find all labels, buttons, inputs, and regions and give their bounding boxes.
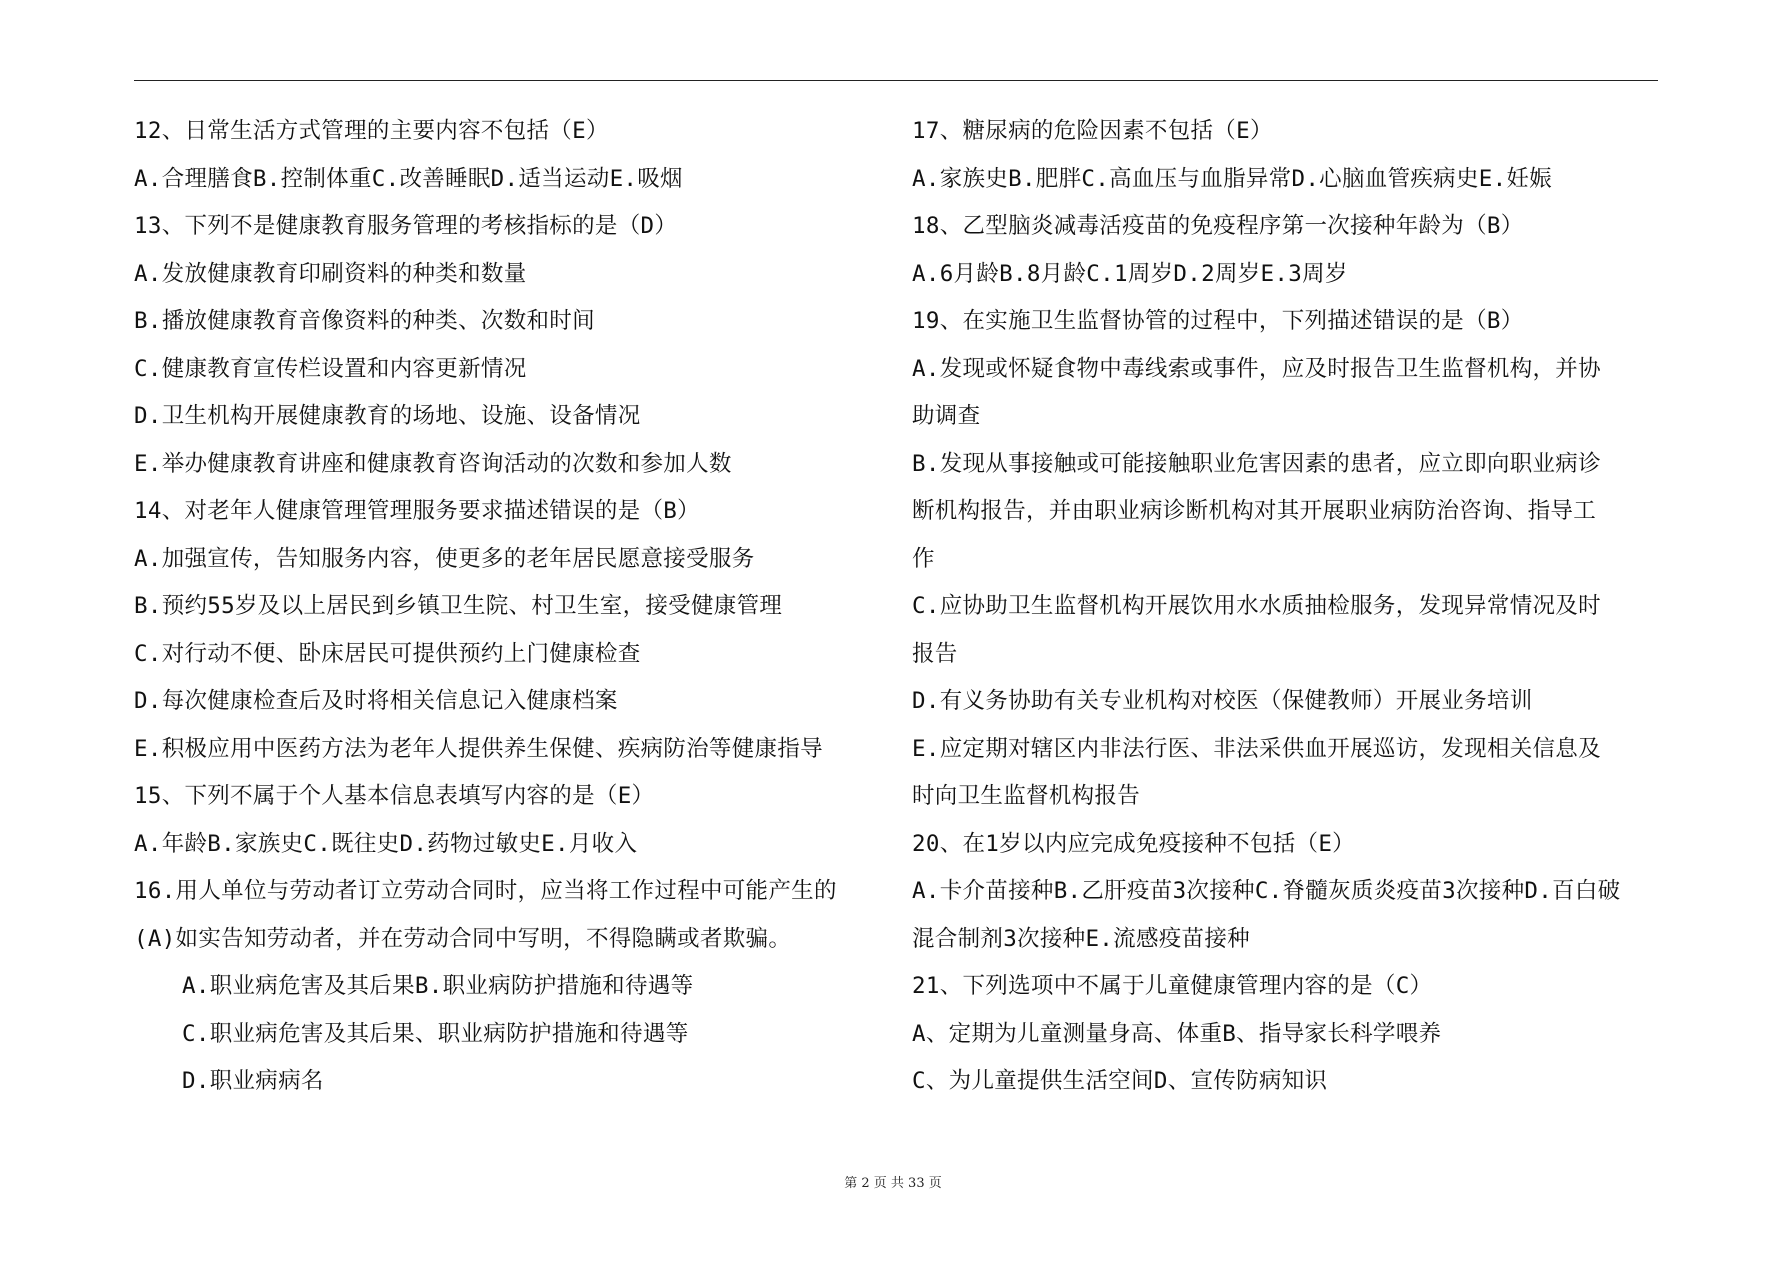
left-column-line: B.预约55岁及以上居民到乡镇卫生院、村卫生室，接受健康管理 <box>134 593 783 619</box>
right-column-line: D.有义务协助有关专业机构对校医（保健教师）开展业务培训 <box>912 688 1533 714</box>
left-column-line: 15、下列不属于个人基本信息表填写内容的是（E） <box>134 783 655 809</box>
page-footer: 第 2 页 共 33 页 <box>844 1176 942 1191</box>
right-column-line: 18、乙型脑炎减毒活疫苗的免疫程序第一次接种年龄为（B） <box>912 213 1524 239</box>
right-column-line: E.应定期对辖区内非法行医、非法采供血开展巡访，发现相关信息及 <box>912 735 1601 762</box>
right-column-line: 17、糖尿病的危险因素不包括（E） <box>912 118 1273 144</box>
left-column-line: E.积极应用中医药方法为老年人提供养生保健、疾病防治等健康指导 <box>134 735 823 762</box>
right-column-line: A.6月龄B.8月龄C.1周岁D.2周岁E.3周岁 <box>912 260 1348 287</box>
left-column-line: C.对行动不便、卧床居民可提供预约上门健康检查 <box>134 640 641 667</box>
left-column-line: 13、下列不是健康教育服务管理的考核指标的是（D） <box>134 213 678 239</box>
left-column-line: D.职业病病名 <box>182 1068 324 1094</box>
right-column-line: 断机构报告，并由职业病诊断机构对其开展职业病防治咨询、指导工 <box>912 498 1597 524</box>
right-column-line: A、定期为儿童测量身高、体重B、指导家长科学喂养 <box>912 1020 1442 1047</box>
left-column-line: 14、对老年人健康管理管理服务要求描述错误的是（B） <box>134 498 700 524</box>
left-column-line: B.播放健康教育音像资料的种类、次数和时间 <box>134 308 595 334</box>
right-column <box>912 108 1647 1106</box>
right-column-line: 19、在实施卫生监督协管的过程中，下列描述错误的是（B） <box>912 308 1524 334</box>
left-column-line: C.职业病危害及其后果、职业病防护措施和待遇等 <box>182 1020 689 1047</box>
right-column-line: 20、在1岁以内应完成免疫接种不包括（E） <box>912 830 1355 857</box>
right-column-line: 助调查 <box>912 403 981 429</box>
right-column-line: 报告 <box>912 640 958 667</box>
right-column-line: 作 <box>912 545 935 572</box>
left-column-line: (A)如实告知劳动者，并在劳动合同中写明，不得隐瞒或者欺骗。 <box>134 925 792 952</box>
left-column-line: D.每次健康检查后及时将相关信息记入健康档案 <box>134 688 618 714</box>
left-column-line: C.健康教育宣传栏设置和内容更新情况 <box>134 355 527 382</box>
right-column-line: A.发现或怀疑食物中毒线索或事件，应及时报告卫生监督机构，并协 <box>912 355 1601 382</box>
left-column-line: A.发放健康教育印刷资料的种类和数量 <box>134 260 527 287</box>
right-column-line: C.应协助卫生监督机构开展饮用水水质抽检服务，发现异常情况及时 <box>912 593 1601 619</box>
left-column-line: A.年龄B.家族史C.既往史D.药物过敏史E.月收入 <box>134 830 638 857</box>
left-column-line: 16.用人单位与劳动者订立劳动合同时，应当将工作过程中可能产生的 <box>134 878 837 904</box>
right-column-line: 时向卫生监督机构报告 <box>912 783 1141 809</box>
right-column-line: A.卡介苗接种B.乙肝疫苗3次接种C.脊髓灰质炎疫苗3次接种D.百白破 <box>912 878 1621 904</box>
right-column-line: B.发现从事接触或可能接触职业危害因素的患者，应立即向职业病诊 <box>912 450 1601 477</box>
left-column-line: A.职业病危害及其后果B.职业病防护措施和待遇等 <box>182 973 694 999</box>
left-column <box>134 108 884 1106</box>
left-column-line: 12、日常生活方式管理的主要内容不包括（E） <box>134 118 609 144</box>
right-column-line: C、为儿童提供生活空间D、宣传防病知识 <box>912 1068 1328 1094</box>
header-rule <box>134 80 1658 81</box>
right-column-line: 21、下列选项中不属于儿童健康管理内容的是（C） <box>912 973 1433 999</box>
right-column-line: 混合制剂3次接种E.流感疫苗接种 <box>912 925 1250 952</box>
left-column-line: D.卫生机构开展健康教育的场地、设施、设备情况 <box>134 403 641 429</box>
left-column-line: A.合理膳食B.控制体重C.改善睡眠D.适当运动E.吸烟 <box>134 165 683 192</box>
right-column-line: A.家族史B.肥胖C.高血压与血脂异常D.心脑血管疾病史E.妊娠 <box>912 165 1553 192</box>
left-column-line: A.加强宣传，告知服务内容，使更多的老年居民愿意接受服务 <box>134 545 755 572</box>
left-column-line: E.举办健康教育讲座和健康教育咨询活动的次数和参加人数 <box>134 450 732 477</box>
